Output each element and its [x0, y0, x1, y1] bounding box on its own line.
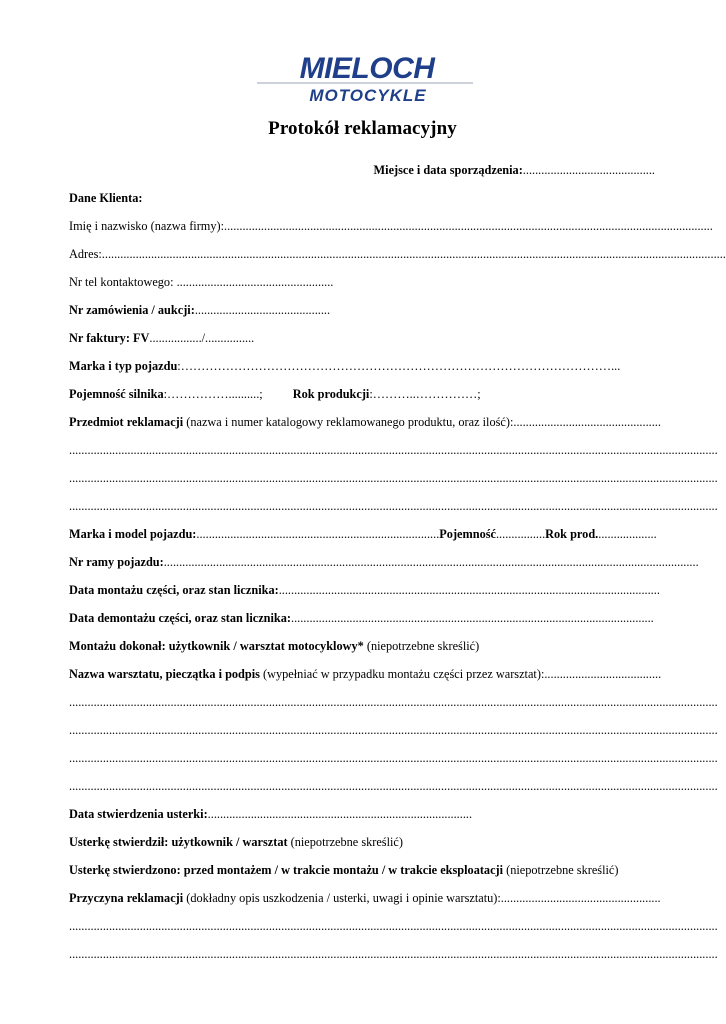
subject-dots: ................................................ [513, 415, 661, 429]
invoice-dots: ................./................ [149, 331, 255, 345]
address-dots: ........................................................................................................................................................................................................... [101, 247, 726, 261]
name-dots: ............................................................................................................................................................... [224, 219, 713, 233]
subject-text: (nazwa i numer katalogowy reklamowanego produktu, oraz ilość): [183, 415, 514, 429]
frame-field[interactable] [69, 553, 699, 571]
engine-year-row [69, 385, 655, 403]
address-field[interactable] [69, 245, 726, 263]
year-prod-dots: ................... [598, 527, 657, 541]
engine-dots: :……………..........; [163, 387, 263, 401]
mounted-by-label: Montażu dokonał: użytkownik / warsztat motocyklowy* [69, 639, 364, 653]
found-by-field[interactable] [69, 833, 655, 851]
workshop-field[interactable] [69, 665, 662, 683]
invoice-field[interactable] [69, 329, 655, 347]
blank-line[interactable]: ................................................................................................................................................................................................................... [69, 723, 718, 737]
blank-line[interactable]: ................................................................................................................................................................................................................... [69, 443, 718, 457]
model-label: Marka i model pojazdu: [69, 527, 197, 541]
subject-field[interactable] [69, 413, 661, 431]
mounted-by-field[interactable] [69, 637, 655, 655]
workshop-dots: ...................................... [544, 667, 662, 681]
make-type-field[interactable] [69, 357, 655, 375]
mount-date-label: Data montażu części, oraz stan licznika: [69, 583, 279, 597]
dismount-date-dots: ...................................................................................................................... [291, 611, 654, 625]
logo-text-top: MIELOCH [299, 52, 435, 85]
frame-label: Nr ramy pojazdu: [69, 555, 164, 569]
name-label: Imię i nazwisko (nazwa firmy): [69, 219, 225, 233]
dismount-date-field[interactable] [69, 609, 655, 627]
mount-date-dots: ............................................................................................................................ [278, 583, 660, 597]
reason-field[interactable] [69, 889, 661, 907]
defect-date-label: Data stwierdzenia usterki: [69, 807, 208, 821]
model-row[interactable] [69, 525, 655, 543]
phone-dots: ................................................... [176, 275, 334, 289]
order-dots: ............................................ [194, 303, 331, 317]
client-section-header [69, 189, 655, 207]
year-label: Rok produkcji [292, 387, 370, 401]
found-by-label: Usterkę stwierdził: użytkownik / warsztat [69, 835, 288, 849]
logo-text-bottom: MOTOCYKLE [309, 86, 427, 105]
blank-line[interactable]: ................................................................................................................................................................................................................... [69, 919, 718, 933]
order-field[interactable] [69, 301, 655, 319]
reason-dots: .................................................... [500, 891, 661, 905]
mount-date-field[interactable] [69, 581, 660, 599]
blank-line[interactable]: ................................................................................................................................................................................................................... [69, 947, 718, 961]
engine-label: Pojemność silnika [69, 387, 164, 401]
found-by-note: (niepotrzebne skreślić) [287, 835, 403, 849]
reason-note: (dokładny opis uszkodzenia / usterki, uwagi i opinie warsztatu): [183, 891, 501, 905]
year-field[interactable] [293, 387, 481, 401]
blank-line[interactable]: ................................................................................................................................................................................................................... [69, 471, 718, 485]
year-prod-label: Rok prod. [545, 527, 599, 541]
document-title: Protokół reklamacyjny [268, 118, 457, 139]
subject-label: Przedmiot reklamacji [69, 415, 184, 429]
blank-line[interactable]: ................................................................................................................................................................................................................... [69, 779, 718, 793]
blank-line[interactable]: ................................................................................................................................................................................................................... [69, 499, 718, 513]
invoice-label: Nr faktury: FV [69, 331, 150, 345]
client-header-label: Dane Klienta: [69, 191, 143, 205]
year-dots: :………..……………; [369, 387, 481, 401]
place-date-label: Miejsce i data sporządzenia: [373, 163, 523, 177]
make-type-label: Marka i typ pojazdu [69, 359, 178, 373]
place-date-dots: ........................................... [522, 163, 655, 177]
reason-label: Przyczyna reklamacji [69, 891, 184, 905]
mounted-by-note: (niepotrzebne skreślić) [363, 639, 480, 653]
blank-line[interactable]: ................................................................................................................................................................................................................... [69, 751, 718, 765]
make-type-dots: :……………………………………………………………………………………………... [177, 359, 621, 373]
found-when-note: (niepotrzebne skreślić) [503, 863, 619, 877]
capacity-dots: ................ [495, 527, 546, 541]
engine-field[interactable] [69, 387, 263, 401]
model-dots: ............................................................................... [196, 527, 440, 541]
order-label: Nr zamówienia / aukcji: [69, 303, 195, 317]
workshop-label: Nazwa warsztatu, pieczątka i podpis [69, 667, 260, 681]
found-when-label: Usterkę stwierdzono: przed montażem / w trakcie montażu / w trakcie eksploatacji [69, 863, 504, 877]
defect-date-dots: ...................................................................................... [207, 807, 473, 821]
workshop-note: (wypełniać w przypadku montażu części przez warsztat): [259, 667, 545, 681]
company-logo [255, 50, 475, 106]
address-label: Adres: [69, 247, 102, 261]
phone-label: Nr tel kontaktowego: [69, 275, 177, 289]
capacity-label: Pojemność [439, 527, 496, 541]
found-when-field[interactable] [69, 861, 655, 879]
name-field[interactable] [69, 217, 713, 235]
place-date-field[interactable] [69, 161, 655, 179]
dismount-date-label: Data demontażu części, oraz stan licznika: [69, 611, 291, 625]
blank-line[interactable]: ................................................................................................................................................................................................................... [69, 695, 718, 709]
frame-dots: .............................................................................................................................................................................. [163, 555, 699, 569]
defect-date-field[interactable] [69, 805, 655, 823]
phone-field[interactable] [69, 273, 655, 291]
